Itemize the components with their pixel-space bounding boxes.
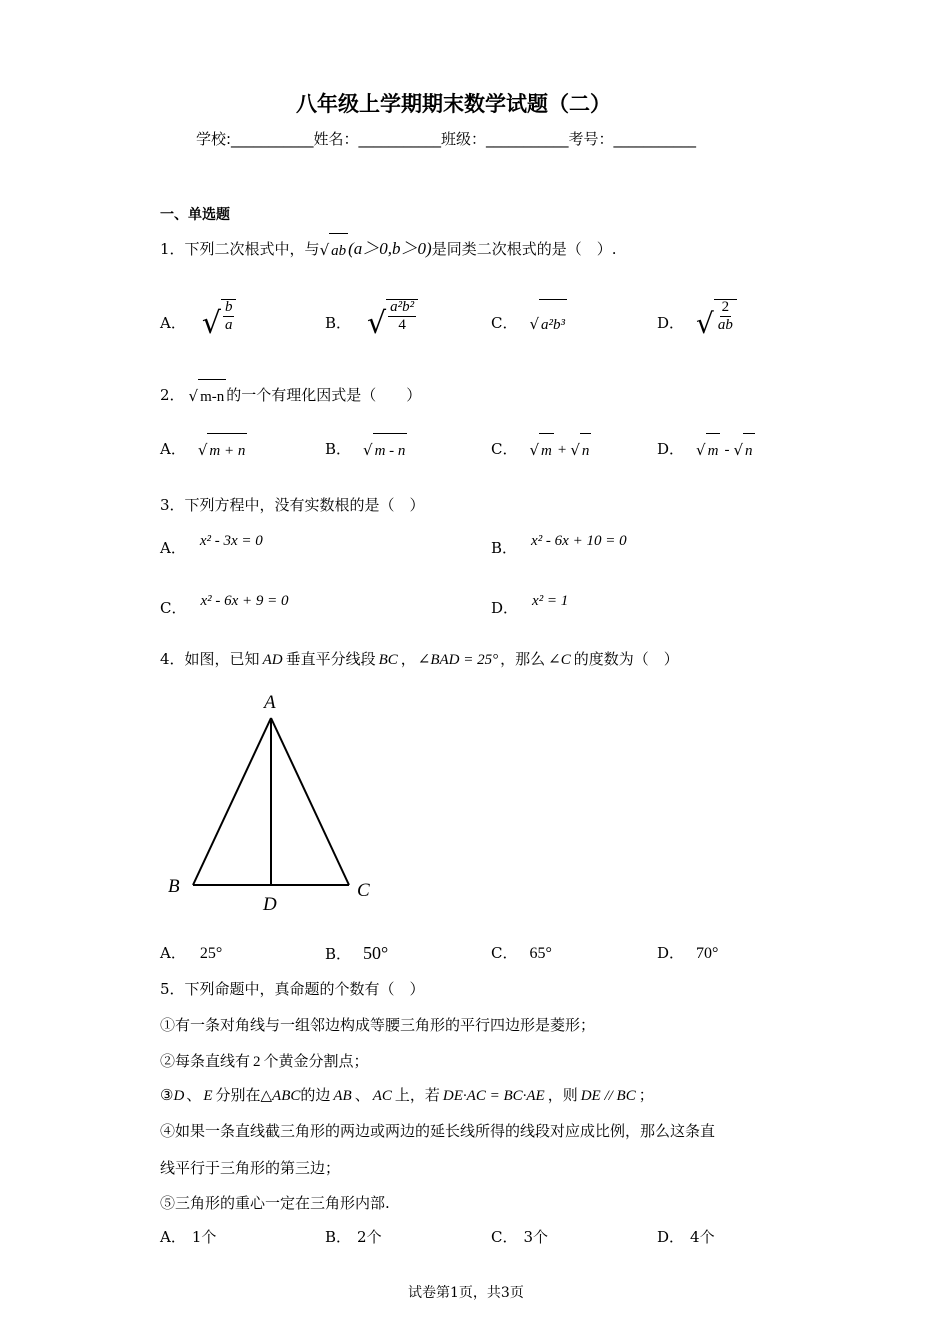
option-label: B． <box>325 314 352 332</box>
radical-term: √ m <box>529 433 553 468</box>
question-number: 2． <box>160 386 185 404</box>
question-text: 的一个有理化因式是（ ） <box>226 386 422 404</box>
q5-option-b[interactable] <box>325 1226 382 1247</box>
q3-option-a[interactable] <box>160 530 263 567</box>
q5-option-d[interactable] <box>657 1226 715 1247</box>
q1-option-a[interactable] <box>160 298 236 349</box>
equation: x² - 6x + 9 = 0 <box>200 593 289 609</box>
statement-2: ②每条直线有 2 个黄金分割点； <box>160 1052 369 1070</box>
vertex-label-c: C <box>357 880 370 901</box>
question-3 <box>160 494 425 515</box>
question-5 <box>160 978 425 999</box>
option-label: D． <box>657 314 685 332</box>
side-ac <box>271 718 349 885</box>
option-label: C． <box>160 599 187 617</box>
question-text: ， <box>400 650 416 668</box>
option-label: A． <box>160 944 186 962</box>
question-number: 4． <box>160 650 185 668</box>
radical-expression: √ m-n <box>189 379 227 414</box>
angle-c: ∠C <box>548 652 571 668</box>
question-4 <box>160 646 679 673</box>
option-label: B． <box>325 440 352 458</box>
radical-fraction: √ $\frac{\text{a²b²}}{4}$ <box>367 299 418 349</box>
question-text: 下列方程中，没有实数根的是（ ） <box>184 496 425 514</box>
option-value: 25° <box>199 945 223 962</box>
option-value: 50° <box>363 943 389 963</box>
radical-term: √ n <box>733 433 754 468</box>
condition: (a＞0,b＞0) <box>348 239 432 258</box>
option-value: 65° <box>529 945 552 962</box>
statement-4-line-2: 线平行于三角形的第三边； <box>160 1159 341 1177</box>
option-label: B． <box>325 1228 352 1246</box>
option-label: B． <box>491 539 518 557</box>
option-label: A． <box>160 539 186 557</box>
option-value: 4个 <box>690 1228 715 1246</box>
option-value: 70° <box>696 945 719 962</box>
page-footer: 试卷第1页，共3页 <box>408 1285 524 1301</box>
question-text: 垂直平分线段 <box>285 650 376 668</box>
triangle-figure <box>160 688 400 918</box>
segment-bc: BC <box>378 652 398 668</box>
option-label: C． <box>491 944 518 962</box>
radical-expression: √ m + n <box>198 433 248 468</box>
student-info-line: 学校:___________姓名：___________班级：___________考号：___________ <box>196 130 697 148</box>
equation: x² - 6x + 10 = 0 <box>531 533 627 549</box>
q3-option-c[interactable] <box>160 590 289 627</box>
statement-5: ⑤三角形的重心一定在三角形内部. <box>160 1194 390 1212</box>
option-label: D． <box>657 440 685 458</box>
q2-option-a[interactable] <box>160 432 247 468</box>
option-label: C． <box>491 440 518 458</box>
question-text: 的度数为（ ） <box>573 650 679 668</box>
option-label: D． <box>657 1228 685 1246</box>
radical-fraction: √ $\frac{2}{ab}$ <box>696 299 737 349</box>
question-2 <box>160 378 421 414</box>
question-number: 5． <box>160 980 185 998</box>
statement-3: ③D 、 E 分别在△ABC的边 AB 、 AC 上，若 DE·AC = BC·AE ，则 DE // BC ； <box>160 1086 654 1104</box>
option-label: D． <box>491 599 519 617</box>
q2-option-c[interactable] <box>491 432 591 468</box>
angle-bad: ∠BAD = 25° <box>417 652 499 668</box>
question-number: 1． <box>160 240 185 258</box>
vertex-label-b: B <box>168 876 180 897</box>
section-heading: 一、单选题 <box>160 207 230 223</box>
segment-ad: AD <box>262 652 283 668</box>
q4-option-a[interactable] <box>160 940 222 967</box>
vertex-label-a: A <box>264 692 276 713</box>
radical-expression: √ m - n <box>363 433 407 468</box>
operator: + <box>557 442 567 458</box>
vertex-label-d: D <box>263 894 277 915</box>
equation: x² - 3x = 0 <box>199 533 263 549</box>
q1-option-d[interactable] <box>657 298 737 349</box>
radical-expression: √ ab <box>320 233 349 268</box>
radical-fraction: √ $\frac{b}{a}$ <box>202 299 237 349</box>
option-label: C． <box>491 1228 518 1246</box>
q2-option-b[interactable] <box>325 432 407 468</box>
option-label: C． <box>491 314 518 332</box>
side-ab <box>193 718 271 885</box>
equation: x² = 1 <box>532 593 569 609</box>
q4-option-d[interactable] <box>657 940 718 967</box>
q5-option-a[interactable] <box>160 1226 216 1247</box>
q1-option-b[interactable] <box>325 298 418 349</box>
q4-option-b[interactable] <box>325 940 388 967</box>
radical-expression: √ a²b³ <box>529 299 567 350</box>
option-label: A． <box>160 1228 186 1246</box>
q5-option-c[interactable] <box>491 1226 548 1247</box>
statement-1: ①有一条对角线与一组邻边构成等腰三角形的平行四边形是菱形； <box>160 1016 596 1034</box>
question-text: 下列命题中，真命题的个数有（ ） <box>184 980 425 998</box>
question-1 <box>160 232 616 268</box>
q1-option-c[interactable] <box>491 298 567 350</box>
radical-term: √ n <box>570 433 591 468</box>
question-text: 下列二次根式中，与 <box>184 240 320 258</box>
option-value: 3个 <box>523 1228 549 1246</box>
option-value: 1个 <box>191 1228 217 1246</box>
question-text: 是同类二次根式的是（ ）. <box>431 240 617 258</box>
option-value: 2个 <box>357 1228 382 1246</box>
question-text: ，那么 <box>500 650 546 668</box>
statement-4-line-1: ④如果一条直线截三角形的两边或两边的延长线所得的线段对应成比例，那么这条直 <box>160 1122 716 1140</box>
option-label: A． <box>160 314 186 332</box>
operator: - <box>724 442 730 458</box>
radical-term: √ m <box>696 433 720 468</box>
option-label: B． <box>325 945 352 963</box>
option-label: A． <box>160 440 186 458</box>
q2-option-d[interactable] <box>657 432 755 468</box>
question-text: 如图，已知 <box>184 650 260 668</box>
option-label: D． <box>657 944 685 962</box>
page-title: 八年级上学期期末数学试题（二） <box>296 92 611 116</box>
q3-option-d[interactable] <box>491 590 568 627</box>
question-number: 3． <box>160 496 185 514</box>
q4-option-c[interactable] <box>491 940 552 967</box>
q3-option-b[interactable] <box>491 530 627 567</box>
